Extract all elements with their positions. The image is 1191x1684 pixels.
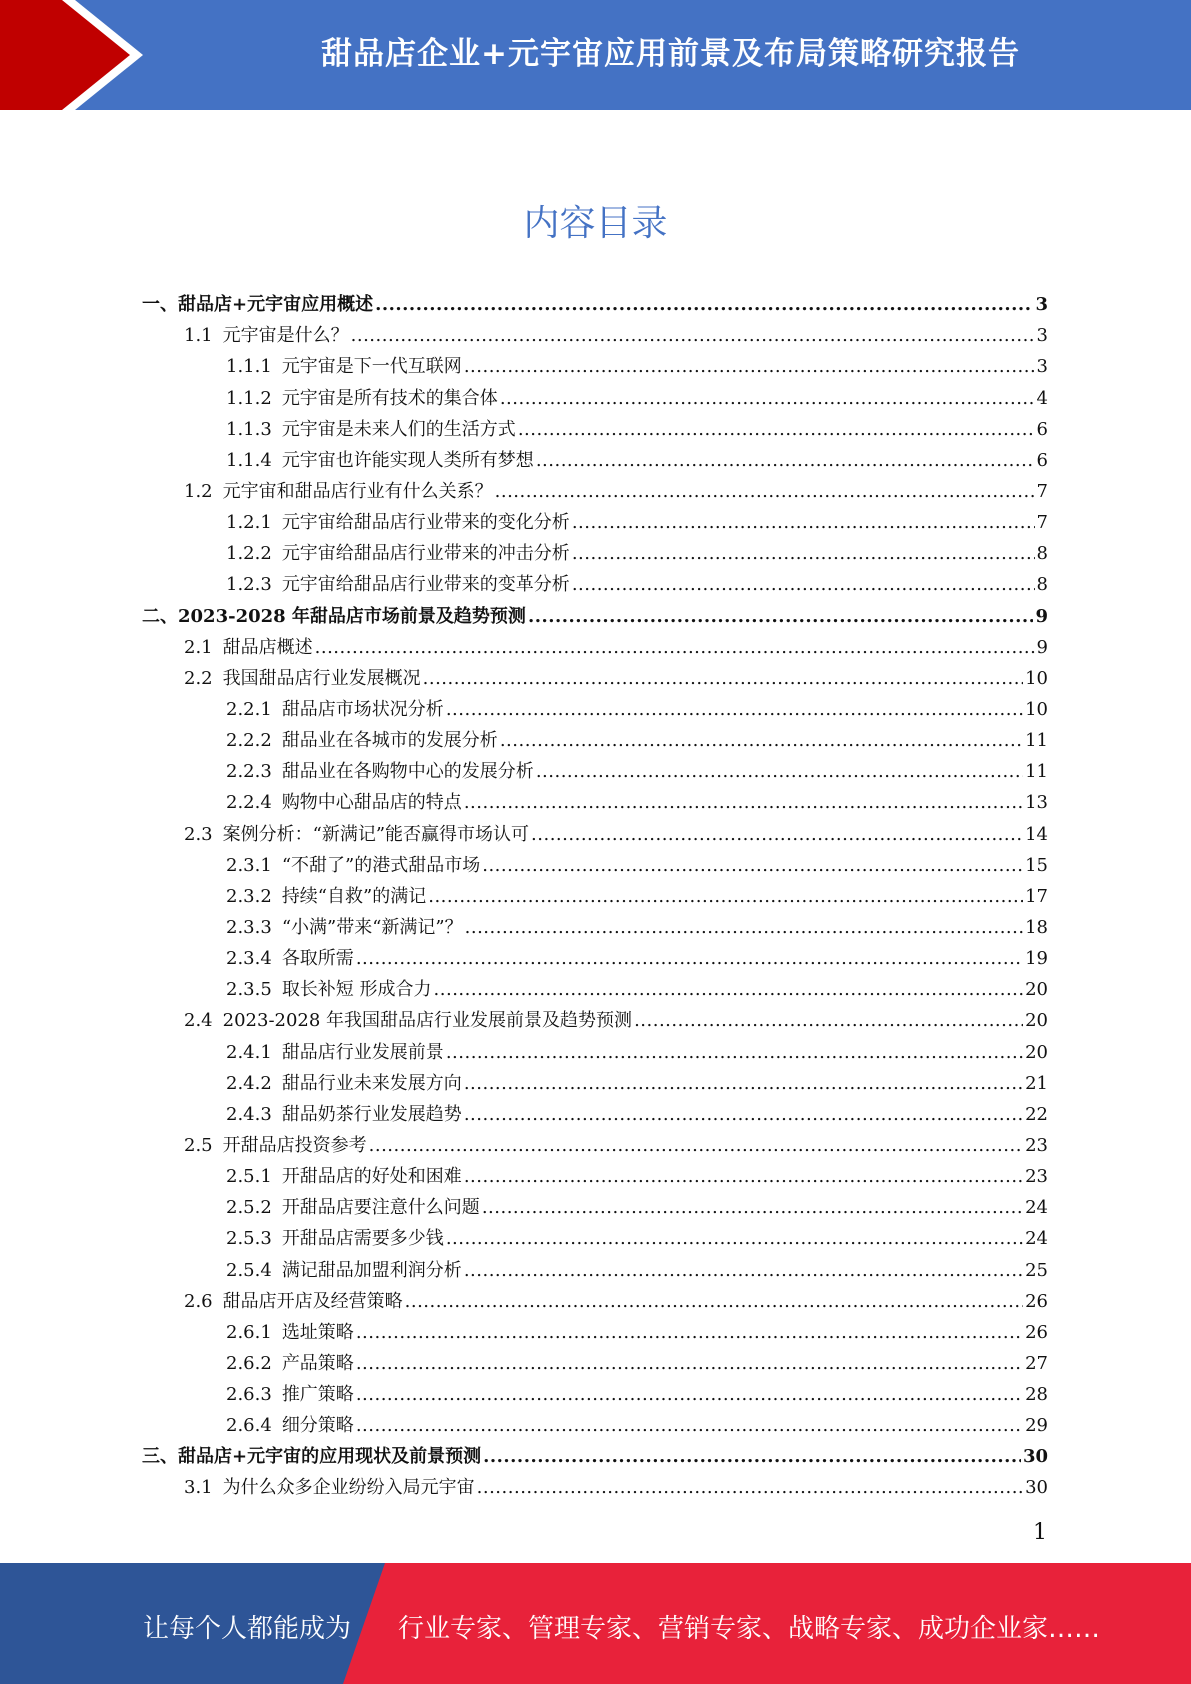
toc-entry-page: 11: [1025, 730, 1048, 752]
toc-entry-number: 2.6.3: [226, 1384, 272, 1406]
toc-dot-leader: [423, 668, 1023, 690]
toc-entry-number: 2.5.1: [226, 1166, 272, 1188]
toc-dot-leader: [495, 481, 1035, 503]
toc-entry-number: 2.3: [184, 823, 213, 845]
toc-entry-title: 开甜品店投资参考: [222, 1134, 367, 1156]
toc-dot-leader: [572, 512, 1035, 534]
toc-entry[interactable]: [142, 970, 1048, 1001]
toc-entry-page: 14: [1025, 823, 1048, 845]
toc-entry[interactable]: [142, 1219, 1048, 1250]
toc-dot-leader: [464, 1073, 1023, 1095]
toc-entry-page: 24: [1025, 1228, 1048, 1250]
toc-entry[interactable]: [142, 441, 1048, 472]
toc-entry-number: 2.3.5: [226, 979, 272, 1001]
toc-entry-title: 元宇宙也许能实现人类所有梦想: [281, 449, 534, 471]
toc-entry[interactable]: [142, 596, 1048, 627]
toc-entry-page: 20: [1025, 1041, 1048, 1063]
toc-entry[interactable]: [142, 1188, 1048, 1219]
toc-entry-title: 元宇宙给甜品店行业带来的变化分析: [281, 512, 570, 534]
toc-entry-page: 9: [1035, 605, 1048, 627]
toc-entry[interactable]: [142, 939, 1048, 970]
footer-slogan-right: 行业专家、管理专家、营销专家、战略专家、成功企业家……: [398, 1614, 1101, 1644]
toc-entry-page: 26: [1025, 1290, 1048, 1312]
toc-entry-number: 三、: [142, 1446, 178, 1468]
toc-dot-leader: [528, 606, 1034, 628]
toc-entry[interactable]: [142, 503, 1048, 534]
toc-entry[interactable]: [142, 1001, 1048, 1032]
toc-entry-page: 20: [1025, 1010, 1048, 1032]
toc-entry-title: 甜品店概述: [222, 636, 313, 658]
toc-dot-leader: [356, 1353, 1023, 1375]
toc-entry-page: 6: [1036, 449, 1048, 471]
toc-entry[interactable]: [142, 877, 1048, 908]
toc-entry-page: 21: [1025, 1072, 1048, 1094]
toc-entry[interactable]: [142, 1437, 1048, 1468]
toc-entry-title: 购物中心甜品店的特点: [281, 792, 462, 814]
toc-entry-page: 3: [1036, 325, 1048, 347]
toc-entry-number: 1.1.4: [226, 449, 272, 471]
toc-entry-page: 4: [1036, 387, 1048, 409]
toc-entry-number: 2.6.2: [226, 1352, 272, 1374]
toc-entry-page: 23: [1025, 1166, 1048, 1188]
toc-entry-page: 23: [1025, 1134, 1048, 1156]
toc-entry-page: 24: [1025, 1197, 1048, 1219]
report-header: [0, 0, 1191, 110]
toc-entry-page: 27: [1025, 1352, 1048, 1374]
toc-entry-number: 2.4.1: [226, 1041, 272, 1063]
toc-entry-number: 2.6.4: [226, 1415, 272, 1437]
toc-entry-page: 10: [1025, 667, 1048, 689]
table-of-contents: [142, 285, 1048, 1499]
toc-entry-number: 2.2.4: [226, 792, 272, 814]
toc-dot-leader: [356, 948, 1023, 970]
toc-entry-number: 2.2: [184, 667, 213, 689]
toc-dot-leader: [446, 699, 1023, 721]
toc-entry-title: 元宇宙给甜品店行业带来的冲击分析: [281, 543, 570, 565]
toc-heading: 内容目录: [523, 203, 668, 244]
toc-entry-page: 17: [1025, 885, 1048, 907]
toc-entry[interactable]: [142, 690, 1048, 721]
toc-dot-leader: [464, 1104, 1023, 1126]
toc-entry-number: 2.1: [184, 636, 213, 658]
toc-entry-title: 元宇宙是未来人们的生活方式: [281, 418, 516, 440]
toc-entry[interactable]: [142, 1032, 1048, 1063]
toc-entry-title: 我国甜品店行业发展概况: [222, 667, 421, 689]
toc-entry-title: 元宇宙是所有技术的集合体: [281, 387, 498, 409]
toc-dot-leader: [464, 1260, 1023, 1282]
toc-dot-leader: [518, 419, 1035, 441]
toc-entry-page: 8: [1036, 574, 1048, 596]
toc-entry-title: 甜品店开店及经营策略: [222, 1290, 403, 1312]
toc-entry-title: 甜品店市场状况分析: [281, 698, 444, 720]
toc-dot-leader: [572, 574, 1035, 596]
toc-dot-leader: [315, 637, 1035, 659]
toc-entry-number: 1.2.3: [226, 574, 272, 596]
toc-dot-leader: [482, 1197, 1023, 1219]
toc-entry[interactable]: [142, 1313, 1048, 1344]
toc-entry-title: 取长补短 形成合力: [281, 979, 432, 1001]
toc-entry-number: 2.3.1: [226, 854, 272, 876]
toc-entry[interactable]: [142, 1095, 1048, 1126]
toc-entry[interactable]: [142, 1282, 1048, 1313]
toc-entry[interactable]: [142, 783, 1048, 814]
toc-dot-leader: [356, 1384, 1023, 1406]
toc-entry[interactable]: [142, 1126, 1048, 1157]
toc-entry[interactable]: [142, 347, 1048, 378]
toc-dot-leader: [483, 1446, 1021, 1468]
toc-entry-page: 29: [1025, 1415, 1048, 1437]
toc-entry-title: 2023-2028 年甜品店市场前景及趋势预测: [178, 605, 526, 627]
toc-entry-title: 持续“自救”的满记: [281, 885, 427, 907]
toc-entry-title: 甜品店+元宇宙应用概述: [178, 294, 374, 316]
toc-entry[interactable]: [142, 659, 1048, 690]
toc-entry-title: “不甜了”的港式甜品市场: [281, 854, 481, 876]
toc-entry-number: 2.5.3: [226, 1228, 272, 1250]
toc-entry-number: 1.1.3: [226, 418, 272, 440]
toc-dot-leader: [477, 1477, 1023, 1499]
toc-entry-page: 28: [1025, 1384, 1048, 1406]
toc-entry[interactable]: [142, 565, 1048, 596]
toc-entry-number: 一、: [142, 294, 178, 316]
toc-entry-title: 元宇宙和甜品店行业有什么关系？: [222, 480, 493, 502]
toc-entry-number: 1.1: [184, 325, 213, 347]
toc-entry-page: 19: [1025, 948, 1048, 970]
toc-dot-leader: [375, 294, 1033, 316]
toc-dot-leader: [356, 1322, 1023, 1344]
toc-dot-leader: [536, 450, 1035, 472]
toc-entry-number: 2.5: [184, 1134, 213, 1156]
toc-entry-title: 为什么众多企业纷纷入局元宇宙: [222, 1477, 475, 1499]
footer-slogan-left: 让每个人都能成为: [143, 1614, 352, 1644]
toc-entry[interactable]: [142, 285, 1048, 316]
toc-entry-page: 9: [1036, 636, 1048, 658]
toc-entry-number: 2.4.2: [226, 1072, 272, 1094]
toc-entry[interactable]: [142, 1344, 1048, 1375]
toc-entry-title: 各取所需: [281, 948, 354, 970]
toc-entry-page: 7: [1036, 480, 1048, 502]
toc-dot-leader: [356, 1415, 1023, 1437]
toc-entry-title: 甜品业在各购物中心的发展分析: [281, 761, 534, 783]
toc-entry[interactable]: [142, 472, 1048, 503]
toc-entry-number: 2.2.2: [226, 730, 272, 752]
toc-dot-leader: [446, 1042, 1023, 1064]
toc-entry[interactable]: [142, 721, 1048, 752]
toc-entry-page: 13: [1025, 792, 1048, 814]
report-title: 甜品店企业+元宇宙应用前景及布局策略研究报告: [321, 35, 1020, 72]
toc-entry-title: 开甜品店需要多少钱: [281, 1228, 444, 1250]
toc-entry-number: 2.2.3: [226, 761, 272, 783]
toc-dot-leader: [634, 1010, 1023, 1032]
toc-entry-page: 22: [1025, 1103, 1048, 1125]
toc-entry-title: 甜品店+元宇宙的应用现状及前景预测: [178, 1446, 482, 1468]
report-footer: [0, 1563, 1191, 1684]
toc-entry-title: 选址策略: [281, 1321, 354, 1343]
toc-dot-leader: [465, 917, 1023, 939]
toc-dot-leader: [446, 1228, 1023, 1250]
toc-entry-page: 26: [1025, 1321, 1048, 1343]
toc-entry-title: 满记甜品加盟利润分析: [281, 1259, 462, 1281]
toc-entry[interactable]: [142, 752, 1048, 783]
toc-entry-page: 6: [1036, 418, 1048, 440]
page-number: 1: [1033, 1520, 1047, 1545]
toc-entry-number: 3.1: [184, 1477, 213, 1499]
toc-dot-leader: [500, 730, 1023, 752]
toc-entry[interactable]: [142, 846, 1048, 877]
toc-entry[interactable]: [142, 534, 1048, 565]
toc-entry-title: 开甜品店的好处和困难: [281, 1166, 462, 1188]
toc-entry-number: 2.6: [184, 1290, 213, 1312]
toc-entry-title: 细分策略: [281, 1415, 354, 1437]
toc-entry[interactable]: [142, 814, 1048, 845]
toc-entry-number: 1.1.1: [226, 356, 272, 378]
toc-entry[interactable]: [142, 1064, 1048, 1095]
toc-entry-title: 元宇宙是什么？: [222, 325, 349, 347]
header-red-arrow: [0, 0, 150, 110]
toc-entry-number: 二、: [142, 605, 178, 627]
toc-entry-title: 案例分析：“新满记”能否赢得市场认可: [222, 823, 530, 845]
toc-entry-number: 2.5.4: [226, 1259, 272, 1281]
toc-entry-number: 2.4.3: [226, 1103, 272, 1125]
toc-entry-title: 开甜品店要注意什么问题: [281, 1197, 480, 1219]
toc-entry-number: 2.3.2: [226, 885, 272, 907]
toc-entry-page: 10: [1025, 698, 1048, 720]
toc-entry[interactable]: [142, 628, 1048, 659]
toc-dot-leader: [464, 1166, 1023, 1188]
toc-entry-title: 甜品行业未来发展方向: [281, 1072, 462, 1094]
toc-entry[interactable]: [142, 1157, 1048, 1188]
toc-entry-page: 11: [1025, 761, 1048, 783]
toc-entry-number: 2.6.1: [226, 1321, 272, 1343]
toc-entry[interactable]: [142, 1406, 1048, 1437]
toc-entry-number: 1.2.2: [226, 543, 272, 565]
toc-entry-page: 7: [1036, 512, 1048, 534]
toc-dot-leader: [500, 388, 1035, 410]
toc-dot-leader: [351, 325, 1035, 347]
toc-entry-number: 1.2: [184, 480, 213, 502]
toc-entry-title: 元宇宙给甜品店行业带来的变革分析: [281, 574, 570, 596]
toc-entry-title: 元宇宙是下一代互联网: [281, 356, 462, 378]
toc-entry-page: 3: [1036, 356, 1048, 378]
toc-entry[interactable]: [142, 1468, 1048, 1499]
toc-dot-leader: [572, 543, 1035, 565]
toc-dot-leader: [464, 792, 1023, 814]
toc-entry-title: 产品策略: [281, 1352, 354, 1374]
toc-entry-page: 30: [1025, 1477, 1048, 1499]
toc-entry-title: 甜品业在各城市的发展分析: [281, 730, 498, 752]
toc-entry-title: 2023-2028 年我国甜品店行业发展前景及趋势预测: [222, 1010, 633, 1032]
toc-dot-leader: [405, 1291, 1023, 1313]
toc-dot-leader: [369, 1135, 1023, 1157]
toc-entry-page: 8: [1036, 543, 1048, 565]
toc-entry-page: 18: [1025, 916, 1048, 938]
toc-dot-leader: [482, 855, 1023, 877]
toc-dot-leader: [428, 886, 1023, 908]
toc-dot-leader: [464, 356, 1035, 378]
toc-entry-number: 2.2.1: [226, 698, 272, 720]
toc-dot-leader: [536, 761, 1023, 783]
toc-entry-page: 20: [1025, 979, 1048, 1001]
toc-entry[interactable]: [142, 1250, 1048, 1281]
toc-entry-title: 甜品奶茶行业发展趋势: [281, 1103, 462, 1125]
toc-entry-page: 15: [1025, 854, 1048, 876]
toc-entry[interactable]: [142, 1375, 1048, 1406]
toc-entry-title: “小满”带来“新满记”？: [281, 916, 463, 938]
toc-entry-page: 30: [1022, 1446, 1048, 1468]
toc-entry-number: 2.3.3: [226, 916, 272, 938]
toc-entry-page: 25: [1025, 1259, 1048, 1281]
toc-dot-leader: [434, 979, 1024, 1001]
toc-entry-number: 1.1.2: [226, 387, 272, 409]
toc-entry-title: 甜品店行业发展前景: [281, 1041, 444, 1063]
toc-entry-number: 2.3.4: [226, 948, 272, 970]
toc-entry[interactable]: [142, 316, 1048, 347]
toc-entry-number: 2.4: [184, 1010, 213, 1032]
toc-entry[interactable]: [142, 908, 1048, 939]
toc-entry[interactable]: [142, 378, 1048, 409]
toc-entry-page: 3: [1035, 294, 1048, 316]
toc-entry[interactable]: [142, 410, 1048, 441]
toc-dot-leader: [531, 824, 1023, 846]
toc-entry-title: 推广策略: [281, 1384, 354, 1406]
toc-entry-number: 1.2.1: [226, 512, 272, 534]
toc-entry-number: 2.5.2: [226, 1197, 272, 1219]
